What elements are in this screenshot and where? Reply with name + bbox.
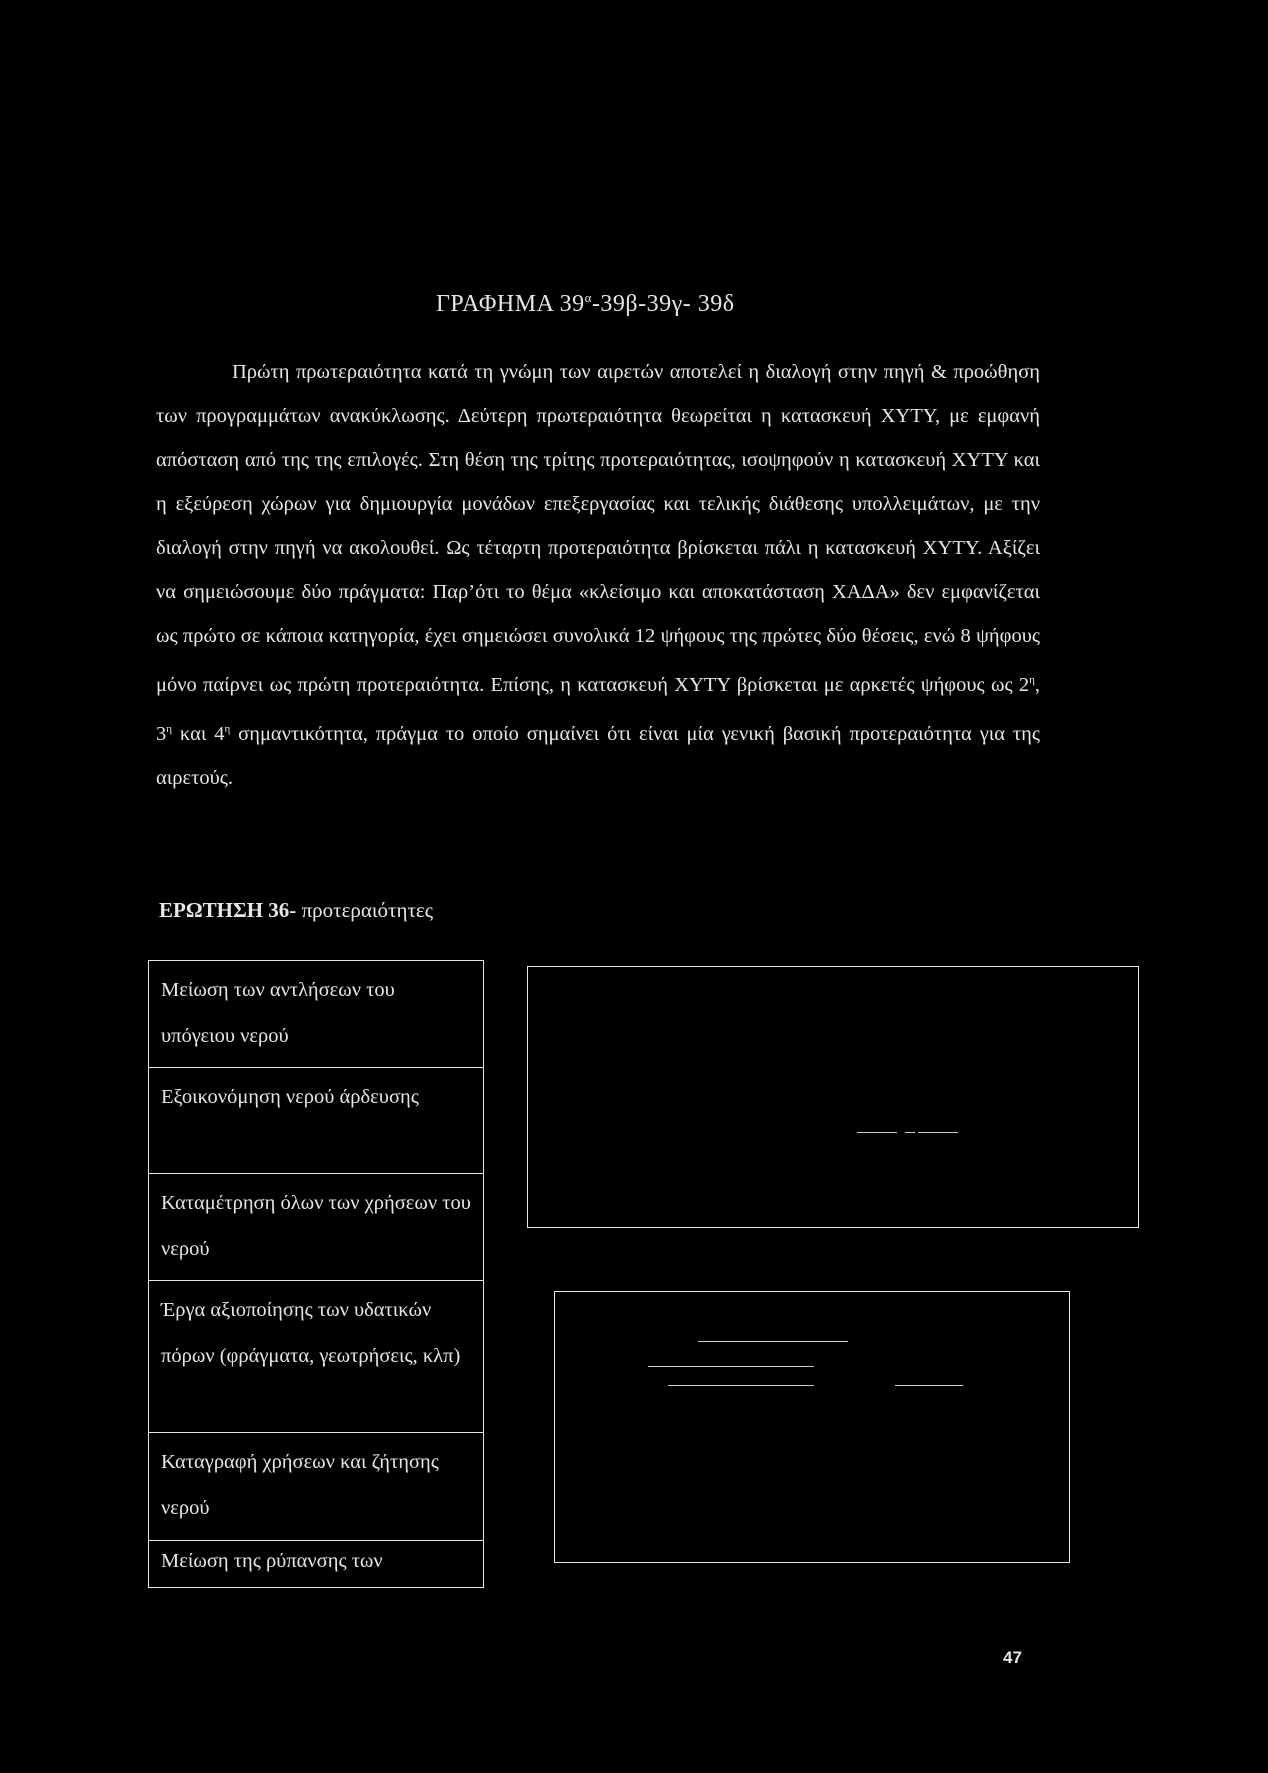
paragraph-text-2: , 3 [156,673,1040,745]
question-text: προτεραιότητες [296,898,434,922]
option-cell: Καταμέτρηση όλων των χρήσεων του νερού [149,1174,483,1281]
question-title [159,898,433,923]
ordinal-4-sup: η [224,722,231,735]
option-cell: Μείωση των αντλήσεων του υπόγειου νερού [149,961,483,1068]
option-cell: Καταγραφή χρήσεων και ζήτησης νερού [149,1433,483,1541]
answer-line [918,1132,958,1133]
heading-suffix: -39β-39γ- 39δ [591,291,735,317]
page-number: 47 [1003,1648,1022,1667]
heading-superscript: α [584,290,592,305]
question-label: ΕΡΩΤΗΣΗ 36- [159,898,297,922]
paragraph-text-4: σημαντικότητα, πράγμα το οποίο σημαίνει ότι είναι μία γενική βασική προτεραιότητα για της αιρετούς. [156,722,1041,789]
analysis-paragraph [156,350,1040,800]
option-cell: Μείωση της ρύπανσης των [161,1550,383,1572]
answer-line [905,1132,915,1133]
answer-line [895,1385,963,1386]
ordinal-2-sup: η [1029,674,1035,686]
answer-line [698,1341,848,1342]
paragraph-text-3: και 4 [172,722,225,745]
heading-prefix: ΓΡΑΦΗΜΑ 39 [436,291,585,317]
answer-line [857,1132,897,1133]
paragraph-text-1: Πρώτη πρωτεραιότητα κατά τη γνώμη των αιρετών αποτελεί η διαλογή στην πηγή & προώθηση των προγραμμάτων ανακύκλωσης. Δεύτερη πρωτεραιότητα θεωρείται η κατασκευή ΧΥΤΥ, με εμφανή απόσταση από της της επιλογές. Στη θέση της τρίτης προτεραιότητας, ισοψηφούν η κατασκευή ΧΥΤΥ και η εξεύρεση χώρων για δημιουργία μονάδων επεξεργασίας και τελικής διάθεσης υπολλειμάτων, με την διαλογή στην πηγή να ακολουθεί. Ως τέταρτη προτεραιότητα βρίσκεται πάλι η κατασκευή ΧΥΤΥ. Αξίζει να σημειώσουμε δύο πράγματα: Παρ’ότι το θέμα «κλείσιμο και αποκατάσταση ΧΑΔΑ» δεν εμφανίζεται ως πρώτο σε κάποια κατηγορία, έχει σημειώσει συνολικά 12 ψήφους της πρώτες δύο θέσεις, ενώ 8 ψήφους μόνο παίρνει ως πρώτη προτεραιότητα. Επίσης, η κατασκευή ΧΥΤΥ βρίσκεται με αρκετές ψήφους ως 2 [156,361,1040,696]
option-cell: Εξοικονόμηση νερού άρδευσης [149,1068,483,1174]
options-table [148,960,484,1588]
ranking-box [554,1291,1070,1563]
ranking-box [527,966,1139,1228]
option-cell: Έργα αξιοποίησης των υδατικών πόρων (φράγματα, γεωτρήσεις, κλπ) [149,1281,483,1433]
answer-line [648,1366,814,1367]
answer-line [668,1385,814,1386]
ordinal-3-sup: η [166,722,173,735]
chart-reference-heading [436,290,735,318]
